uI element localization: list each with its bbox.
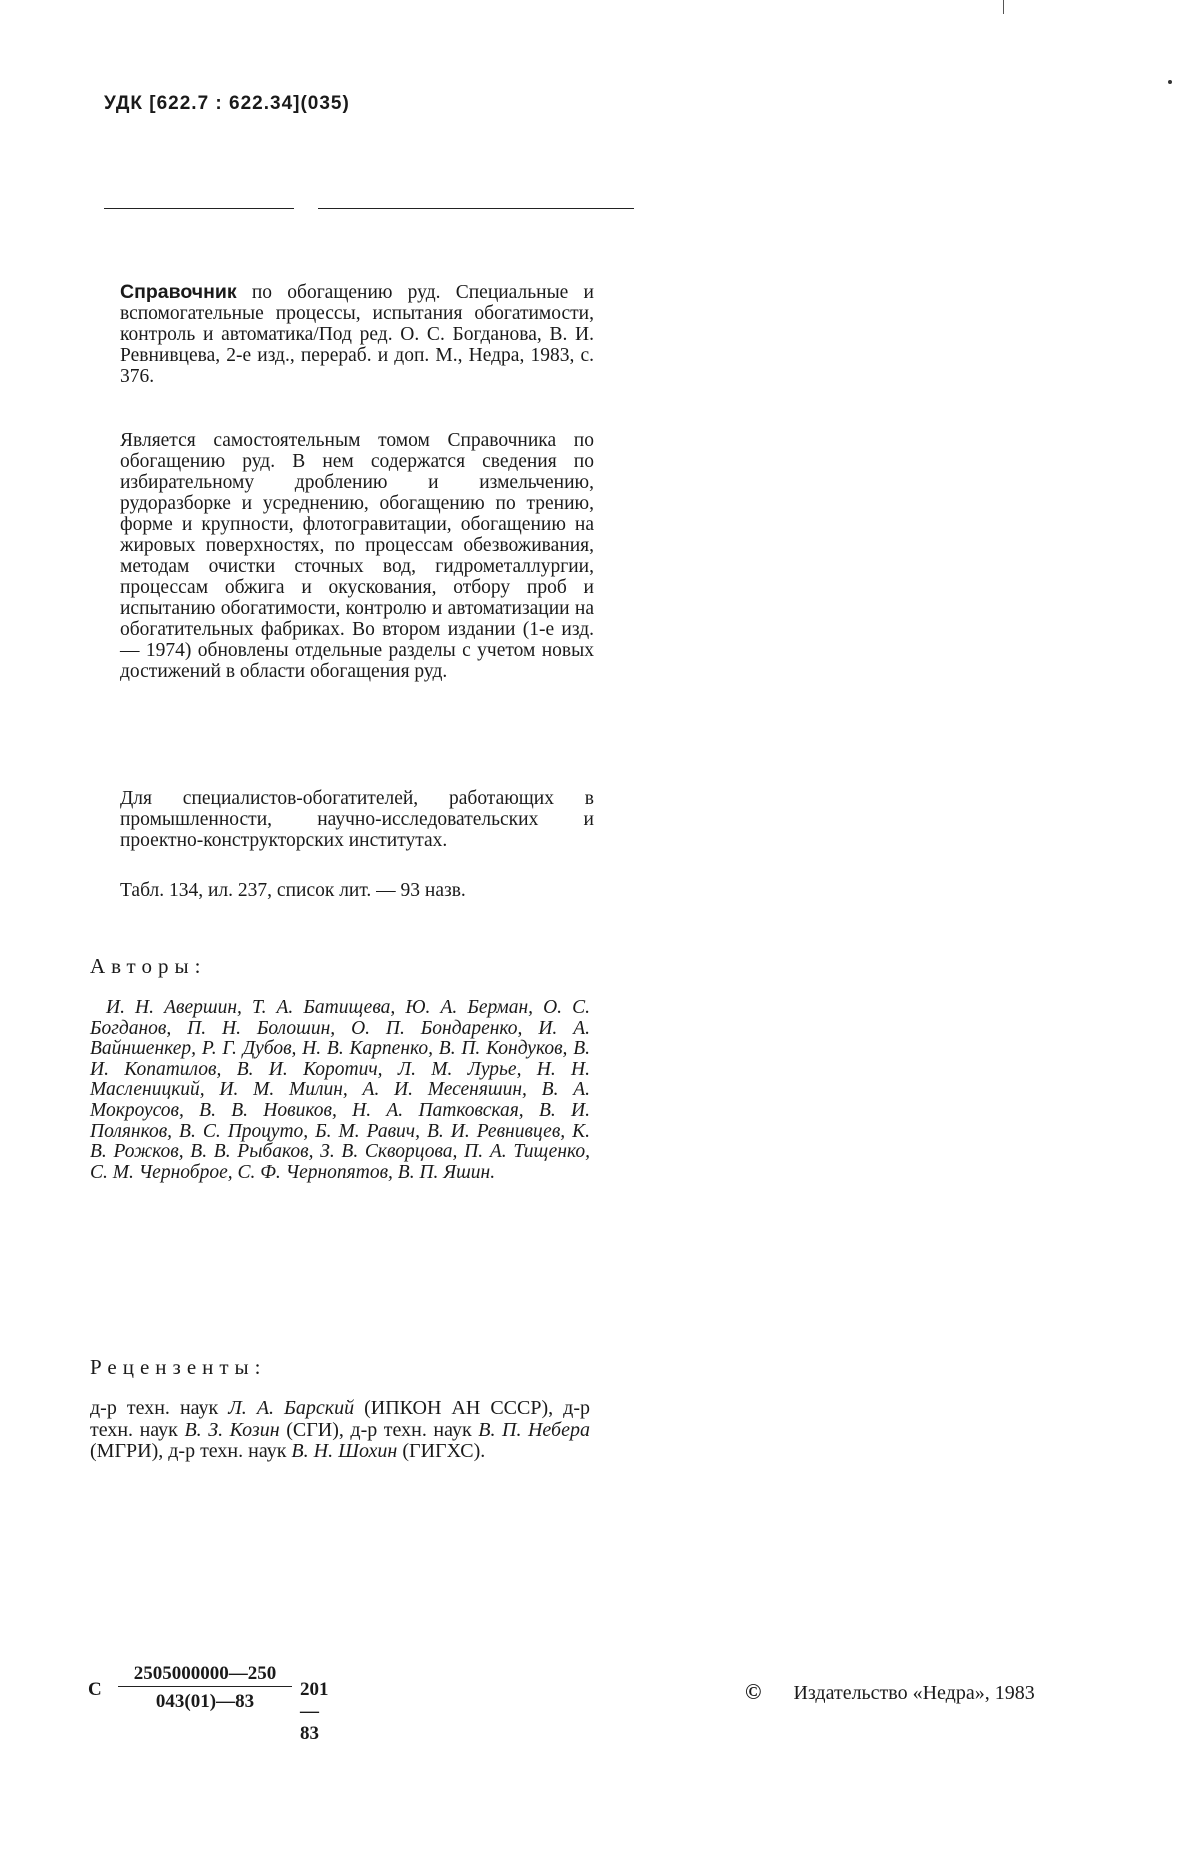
annotation: [120, 430, 594, 682]
tables-info-text: Табл. 134, ил. 237, список лит. — 93 назв.: [120, 880, 466, 901]
reviewer-item: д-р техн. наук В. П. Небера (МГРИ),: [90, 1418, 590, 1462]
reviewer-item: д-р техн. наук Л. А. Барский (ИПКОН АН СССР),: [90, 1397, 564, 1419]
copyright-line: [745, 1679, 1035, 1705]
copyright-text: Издательство «Недра», 1983: [793, 1682, 1035, 1704]
catalog-numerator: 2505000000—250: [118, 1663, 292, 1687]
book-title: Справочник: [120, 281, 237, 303]
audience-text: Для специалистов-обогатителей, работающих в промышленности, научно-исследовательских и проектно-конструкторских институтах.: [120, 788, 594, 851]
reviewers-list: [90, 1398, 590, 1463]
authors-text: И. Н. Авершин, Т. А. Батищева, Ю. А. Берман, О. С. Богданов, П. Н. Болошин, О. П. Бондаренко, И. А. Вайншенкер, Р. Г. Дубов, Н. В. Карпенко, В. П. Кондуков, В. И. Копатилов, В. И. Коротич, Л. М. Лурье, Н. Н. Масленицкий, И. М. Милин, А. И. Месеняшин, В. А. Мокроусов, В. В. Новиков, Н. А. Патковская, В. И. Полянков, В. С. Процуто, Б. М. Равич, В. И. Ревнивцев, К. В. Рожков, В. В. Рыбаков, З. В. Скворцова, П. А. Тищенко, С. М. Черноброе, С. Ф. Чернопятов, В. П. Яшин.: [90, 997, 590, 1183]
annotation-text: Является самостоятельным томом Справочника по обогащению руд. В нем содержатся сведения по избирательному дроблению и измельчению, рудоразборке и усреднению, обогащению по трению, форме и крупности, флотогравитации, обогащению на жировых поверхностях, по процессам обезвоживания, методам очистки сточных вод, гидрометаллургии, процессам обжига и окускования, отбору проб и испытанию обогатимости, контролю и автоматизации на обогатительных фабриках. Во втором издании (1-е изд. — 1974) обновлены отдельные разделы с учетом новых достижений в области обогащения руд.: [120, 430, 594, 682]
reviewer-item: д-р техн. наук В. З. Козин (СГИ),: [90, 1397, 590, 1441]
catalog-letter: С: [88, 1679, 102, 1700]
copyright-icon: ©: [745, 1679, 762, 1704]
authors-list: [90, 998, 590, 1183]
reviewers-heading: Рецензенты:: [90, 1355, 267, 1379]
authors-heading: Авторы:: [90, 954, 207, 978]
audience-note: [120, 788, 594, 851]
reviewer-item: д-р техн. наук В. Н. Шохин (ГИГХС).: [168, 1440, 486, 1462]
bibliographic-details: по обогащению руд. Специальные и вспомогательные процессы, испытания обогатимости, контроль и автоматика/Под ред. О. С. Богданова, В. И. Ревнивцева, 2-е изд., перераб. и доп. М., Недра, 1983, с. 376.: [120, 282, 594, 387]
tables-info: [120, 880, 594, 901]
catalog-denominator: 043(01)—83: [155, 1691, 255, 1712]
scan-speck: [1168, 80, 1172, 84]
scan-mark: [1003, 0, 1004, 14]
bibliographic-entry: [120, 282, 594, 387]
divider-right: [318, 208, 634, 209]
catalog-suffix: 201—83: [300, 1679, 329, 1744]
udk-code: УДК [622.7 : 622.34](035): [104, 93, 350, 114]
divider-left: [104, 208, 294, 209]
